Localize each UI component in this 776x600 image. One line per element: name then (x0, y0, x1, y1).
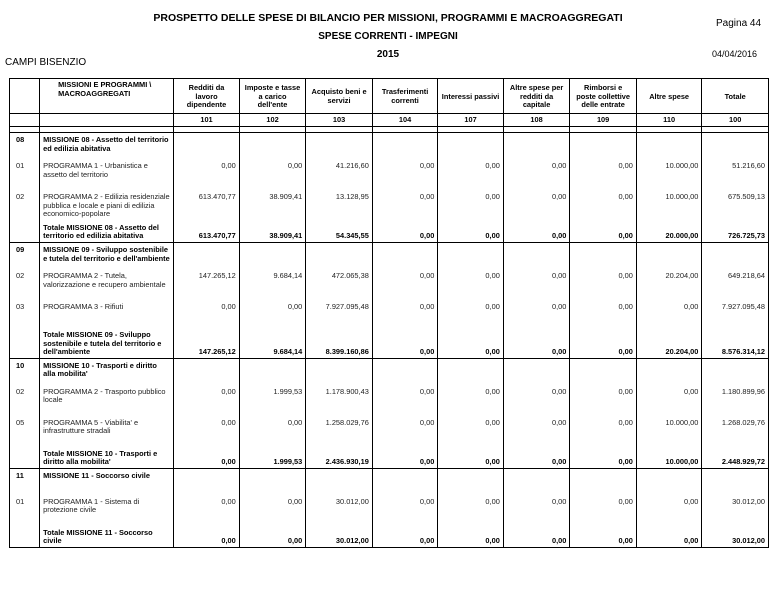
cell-value: 0,00 (503, 221, 570, 243)
cell-value: 0,00 (438, 269, 504, 300)
cell-value (570, 358, 637, 385)
cell-value (306, 243, 373, 270)
column-code: 109 (570, 114, 637, 127)
row-description: Totale MISSIONE 10 - Trasporti e diritto alla mobilita' (40, 447, 174, 469)
row-description: Totale MISSIONE 08 - Assetto del territorio ed edilizia abitativa (40, 221, 174, 243)
cell-value (438, 468, 504, 495)
cell-value (438, 243, 504, 270)
cell-value (306, 468, 373, 495)
cell-value (636, 468, 702, 495)
cell-value: 1.258.029,76 (306, 416, 373, 447)
row-description: PROGRAMMA 2 - Tutela, valorizzazione e recupero ambientale (40, 269, 174, 300)
cell-value (702, 243, 769, 270)
column-code: 100 (702, 114, 769, 127)
row-code: 02 (10, 385, 40, 416)
report-subtitle: SPESE CORRENTI - IMPEGNI (318, 31, 458, 42)
column-header-code (10, 79, 40, 114)
cell-value (174, 243, 240, 270)
cell-value: 0,00 (372, 269, 438, 300)
report-year: 2015 (376, 49, 400, 60)
column-header: Altre spese (636, 79, 702, 114)
column-code: 104 (372, 114, 438, 127)
program-row (10, 495, 769, 526)
row-code (10, 526, 40, 548)
program-row (10, 159, 769, 190)
cell-value: 0,00 (372, 416, 438, 447)
cell-value: 0,00 (570, 190, 637, 221)
cell-value (174, 358, 240, 385)
cell-value: 9.684,14 (239, 269, 306, 300)
cell-value: 0,00 (438, 221, 504, 243)
cell-value: 0,00 (372, 385, 438, 416)
cell-value: 10.000,00 (636, 416, 702, 447)
program-row (10, 269, 769, 300)
cell-value: 8.399.160,86 (306, 331, 373, 358)
cell-value: 0,00 (174, 495, 240, 526)
row-code: 10 (10, 358, 40, 385)
cell-value: 675.509,13 (702, 190, 769, 221)
cell-value (438, 133, 504, 160)
cell-value: 0,00 (372, 159, 438, 190)
cell-value (702, 468, 769, 495)
cell-value: 0,00 (438, 385, 504, 416)
column-code (40, 114, 174, 127)
cell-value: 0,00 (372, 190, 438, 221)
cell-value: 0,00 (174, 159, 240, 190)
cell-value: 0,00 (174, 385, 240, 416)
cell-value (372, 243, 438, 270)
row-code (10, 221, 40, 243)
column-header: Acquisto beni e servizi (306, 79, 373, 114)
row-code (10, 447, 40, 469)
cell-value: 0,00 (570, 385, 637, 416)
cell-value: 0,00 (503, 190, 570, 221)
cell-value: 0,00 (570, 416, 637, 447)
page-number: Pagina 44 (716, 18, 762, 29)
cell-value: 0,00 (438, 331, 504, 358)
cell-value: 0,00 (239, 416, 306, 447)
cell-value: 0,00 (570, 526, 637, 548)
cell-value: 0,00 (570, 300, 637, 331)
cell-value: 0,00 (372, 495, 438, 526)
cell-value: 0,00 (174, 447, 240, 469)
entity-name: CAMPI BISENZIO (5, 57, 87, 68)
total-row (10, 331, 769, 358)
cell-value (503, 468, 570, 495)
row-description: MISSIONE 08 - Assetto del territorio ed edilizia abitativa (40, 133, 174, 160)
cell-value: 147.265,12 (174, 269, 240, 300)
program-row (10, 416, 769, 447)
cell-value: 0,00 (503, 385, 570, 416)
cell-value: 0,00 (438, 190, 504, 221)
cell-value: 1.999,53 (239, 385, 306, 416)
row-description: PROGRAMMA 1 - Sistema di protezione civile (40, 495, 174, 526)
cell-value (239, 468, 306, 495)
total-row (10, 526, 769, 548)
row-code: 11 (10, 468, 40, 495)
cell-value (503, 243, 570, 270)
cell-value: 0,00 (503, 159, 570, 190)
cell-value: 20.204,00 (636, 331, 702, 358)
report-title: PROSPETTO DELLE SPESE DI BILANCIO PER MISSIONI, PROGRAMMI E MACROAGGREGATI (153, 12, 623, 24)
cell-value: 0,00 (372, 221, 438, 243)
cell-value: 30.012,00 (306, 495, 373, 526)
cell-value: 0,00 (570, 495, 637, 526)
cell-value (636, 243, 702, 270)
row-description: MISSIONE 11 - Soccorso civile (40, 468, 174, 495)
cell-value: 30.012,00 (702, 495, 769, 526)
cell-value (239, 358, 306, 385)
column-code (10, 114, 40, 127)
column-code: 101 (174, 114, 240, 127)
cell-value: 20.000,00 (636, 221, 702, 243)
program-row (10, 300, 769, 331)
cell-value (636, 358, 702, 385)
cell-value: 10.000,00 (636, 190, 702, 221)
cell-value: 0,00 (174, 416, 240, 447)
column-code: 102 (239, 114, 306, 127)
row-code (10, 331, 40, 358)
column-code-row (10, 114, 769, 127)
cell-value: 10.000,00 (636, 159, 702, 190)
row-code: 03 (10, 300, 40, 331)
column-header: Totale (702, 79, 769, 114)
column-header: Trasferimenti correnti (372, 79, 438, 114)
cell-value: 0,00 (372, 331, 438, 358)
cell-value: 0,00 (636, 526, 702, 548)
cell-value: 472.065,38 (306, 269, 373, 300)
column-code: 108 (503, 114, 570, 127)
cell-value: 7.927.095,48 (306, 300, 373, 331)
cell-value (702, 133, 769, 160)
cell-value: 2.448.929,72 (702, 447, 769, 469)
column-header: Redditi da lavoro dipendente (174, 79, 240, 114)
row-description: PROGRAMMA 2 - Trasporto pubblico locale (40, 385, 174, 416)
cell-value (503, 358, 570, 385)
cell-value: 1.178.900,43 (306, 385, 373, 416)
cell-value: 54.345,55 (306, 221, 373, 243)
cell-value (239, 243, 306, 270)
cell-value: 0,00 (636, 495, 702, 526)
column-code: 107 (438, 114, 504, 127)
mission-row (10, 358, 769, 385)
column-header: MISSIONI E PROGRAMMI \ MACROAGGREGATI (40, 79, 174, 114)
cell-value: 649.218,64 (702, 269, 769, 300)
cell-value: 0,00 (503, 331, 570, 358)
cell-value (306, 133, 373, 160)
column-header: Interessi passivi (438, 79, 504, 114)
row-code: 09 (10, 243, 40, 270)
cell-value: 0,00 (570, 221, 637, 243)
cell-value (239, 133, 306, 160)
table-body (10, 127, 769, 548)
cell-value (570, 133, 637, 160)
cell-value: 7.927.095,48 (702, 300, 769, 331)
cell-value: 9.684,14 (239, 331, 306, 358)
cell-value: 1.999,53 (239, 447, 306, 469)
cell-value: 0,00 (372, 526, 438, 548)
row-code: 05 (10, 416, 40, 447)
row-description: PROGRAMMA 2 - Edilizia residenziale pubblica e locale e piani di edilizia economico-popolare (40, 190, 174, 221)
cell-value: 8.576.314,12 (702, 331, 769, 358)
cell-value: 726.725,73 (702, 221, 769, 243)
program-row (10, 190, 769, 221)
program-row (10, 385, 769, 416)
cell-value (372, 468, 438, 495)
cell-value (503, 133, 570, 160)
cell-value: 0,00 (239, 159, 306, 190)
mission-row (10, 133, 769, 160)
cell-value: 0,00 (503, 416, 570, 447)
column-header: Altre spese per redditi da capitale (503, 79, 570, 114)
cell-value: 613.470,77 (174, 221, 240, 243)
row-description: MISSIONE 09 - Sviluppo sostenibile e tutela del territorio e dell'ambiente (40, 243, 174, 270)
row-code: 08 (10, 133, 40, 160)
row-description: PROGRAMMA 1 - Urbanistica e assetto del territorio (40, 159, 174, 190)
cell-value: 0,00 (174, 300, 240, 331)
cell-value (174, 133, 240, 160)
expenses-table (9, 78, 769, 548)
cell-value (438, 358, 504, 385)
cell-value: 0,00 (239, 300, 306, 331)
cell-value: 0,00 (636, 300, 702, 331)
cell-value (570, 243, 637, 270)
cell-value: 0,00 (570, 331, 637, 358)
row-description: Totale MISSIONE 11 - Soccorso civile (40, 526, 174, 548)
row-code: 01 (10, 159, 40, 190)
cell-value (306, 358, 373, 385)
cell-value: 0,00 (503, 300, 570, 331)
column-header: Imposte e tasse a carico dell'ente (239, 79, 306, 114)
cell-value: 0,00 (503, 495, 570, 526)
cell-value: 1.180.899,96 (702, 385, 769, 416)
cell-value: 0,00 (239, 526, 306, 548)
cell-value: 0,00 (570, 447, 637, 469)
cell-value: 613.470,77 (174, 190, 240, 221)
column-header: Rimborsi e poste collettive delle entrate (570, 79, 637, 114)
row-code: 02 (10, 269, 40, 300)
mission-row (10, 243, 769, 270)
total-row (10, 447, 769, 469)
total-row (10, 221, 769, 243)
row-description: MISSIONE 10 - Trasporti e diritto alla mobilita' (40, 358, 174, 385)
cell-value: 147.265,12 (174, 331, 240, 358)
cell-value: 0,00 (372, 300, 438, 331)
column-header-row (10, 79, 769, 114)
cell-value: 0,00 (438, 416, 504, 447)
cell-value: 0,00 (372, 447, 438, 469)
cell-value: 0,00 (503, 269, 570, 300)
cell-value: 0,00 (636, 385, 702, 416)
cell-value: 0,00 (438, 495, 504, 526)
row-description: PROGRAMMA 5 - Viabilita' e infrastrutture stradali (40, 416, 174, 447)
cell-value: 38.909,41 (239, 221, 306, 243)
cell-value: 1.268.029,76 (702, 416, 769, 447)
cell-value: 2.436.930,19 (306, 447, 373, 469)
row-code: 01 (10, 495, 40, 526)
column-code: 110 (636, 114, 702, 127)
cell-value (372, 133, 438, 160)
cell-value (702, 358, 769, 385)
cell-value: 30.012,00 (702, 526, 769, 548)
cell-value: 0,00 (438, 526, 504, 548)
cell-value (372, 358, 438, 385)
cell-value: 0,00 (503, 447, 570, 469)
cell-value: 0,00 (570, 159, 637, 190)
cell-value (570, 468, 637, 495)
cell-value: 0,00 (239, 495, 306, 526)
cell-value (174, 468, 240, 495)
cell-value: 51.216,60 (702, 159, 769, 190)
cell-value: 20.204,00 (636, 269, 702, 300)
cell-value (636, 133, 702, 160)
row-code: 02 (10, 190, 40, 221)
report-date: 04/04/2016 (712, 49, 758, 59)
cell-value: 38.909,41 (239, 190, 306, 221)
mission-row (10, 468, 769, 495)
cell-value: 0,00 (438, 159, 504, 190)
row-description: Totale MISSIONE 09 - Sviluppo sostenibile e tutela del territorio e dell'ambiente (40, 331, 174, 358)
cell-value: 13.128,95 (306, 190, 373, 221)
cell-value: 0,00 (438, 300, 504, 331)
cell-value: 0,00 (174, 526, 240, 548)
cell-value: 30.012,00 (306, 526, 373, 548)
row-description: PROGRAMMA 3 - Rifiuti (40, 300, 174, 331)
cell-value: 0,00 (438, 447, 504, 469)
cell-value: 10.000,00 (636, 447, 702, 469)
cell-value: 0,00 (503, 526, 570, 548)
column-code: 103 (306, 114, 373, 127)
cell-value: 0,00 (570, 269, 637, 300)
cell-value: 41.216,60 (306, 159, 373, 190)
